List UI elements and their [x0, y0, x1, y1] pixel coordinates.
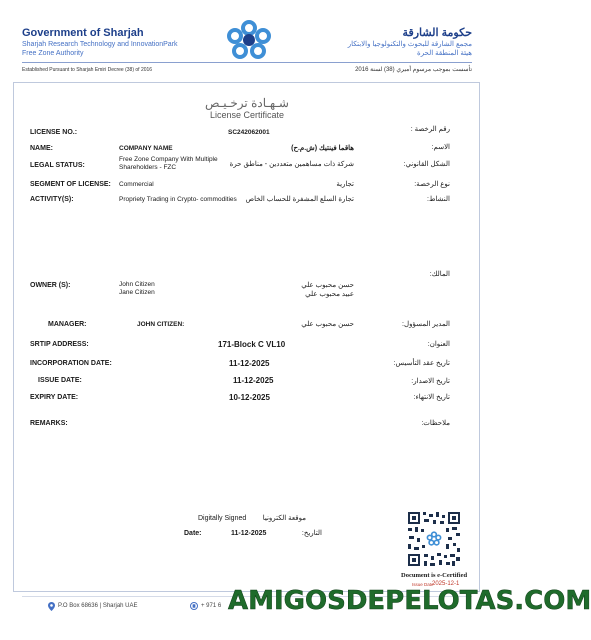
owner-2-ar: عبيد محبوب علي [305, 291, 354, 298]
owner-1-en: John Citizen [119, 281, 155, 288]
signature-date-label-ar: التاريخ: [301, 530, 322, 537]
owner-label: OWNER (S): [30, 282, 71, 289]
expiry-value: 10-12-2025 [229, 393, 270, 402]
qr-caption: Document is e-Certified [401, 572, 468, 579]
signature-date-label: Date: [184, 530, 202, 537]
header-en-subtitle [22, 40, 178, 58]
issue-label-ar: تاريخ الاصدار: [411, 378, 450, 385]
legal-status-label: LEGAL STATUS: [30, 162, 85, 169]
header-divider [22, 62, 472, 63]
phone-icon [190, 602, 198, 610]
activity-label: ACTIVITY(S): [30, 196, 74, 203]
legal-status-line2: Shareholders - FZC [119, 164, 177, 171]
incorporation-label-ar: تاريخ عقد التأسيس: [393, 360, 450, 367]
owner-values-ar [301, 281, 354, 299]
segment-label-ar: نوع الرخصة: [414, 181, 450, 188]
legal-status-label-ar: الشكل القانوني: [403, 161, 450, 168]
remarks-label: REMARKS: [30, 420, 68, 427]
name-value-en: COMPANY NAME [119, 145, 173, 152]
certificate-title-en: License Certificate [209, 110, 285, 120]
expiry-label: EXPIRY DATE: [30, 394, 79, 401]
header-ar-line2: هيئة المنطقة الحرة [417, 50, 472, 57]
activity-value-ar: تجارة السلع المشفرة للحساب الخاص [245, 196, 354, 203]
manager-value-en: JOHN CITIZEN: [137, 321, 185, 328]
location-pin-icon [48, 602, 55, 611]
signature-date-value: 11-12-2025 [231, 530, 267, 537]
issue-value: 11-12-2025 [233, 376, 274, 385]
digitally-signed-ar: موقعة الكترونيا [262, 515, 306, 522]
header-en-line1: Sharjah Research Technology and InnovationPark [22, 41, 178, 48]
name-label: NAME: [30, 145, 53, 152]
address-label: SRTIP ADDRESS: [30, 341, 89, 348]
header-ar-subtitle [272, 40, 472, 58]
footer-po-box: P.O Box 68636 | Sharjah UAE [58, 603, 138, 609]
header-en-title: Government of Sharjah [22, 27, 144, 39]
owner-values-en [119, 281, 155, 297]
header-ar-line1: مجمع الشارقة للبحوث والتكنولوجيا والابتكار [347, 41, 472, 48]
license-no-value: SC242062001 [228, 129, 270, 136]
qr-code-icon [406, 510, 462, 568]
manager-value-ar: حسن محبوب علي [301, 321, 354, 328]
license-no-label: LICENSE NO.: [30, 129, 78, 136]
srtip-logo-icon [222, 18, 276, 62]
address-label-ar: العنوان: [427, 341, 450, 348]
header-ar-title: حكومة الشارقة [402, 27, 472, 39]
name-value-ar: هاقما فينتيك (ش.م.ح) [291, 145, 354, 152]
watermark-text: AMIGOSDEPELOTAS.COM [228, 586, 591, 616]
owner-label-ar: المالك: [429, 271, 450, 278]
segment-value-ar: تجارية [336, 181, 354, 188]
segment-value-en: Commercial [119, 181, 154, 188]
footer-phone: + 971 6 [201, 603, 222, 609]
legal-status-value-ar: شركة ذات مساهمين متعددين - مناطق حرة [229, 161, 354, 168]
legal-status-value-en [119, 156, 218, 172]
qr-issue-value: 2025-12-1 [432, 581, 460, 587]
owner-1-ar: حسن محبوب علي [301, 282, 354, 289]
segment-label: SEGMENT OF LICENSE: [30, 181, 111, 188]
incorporation-value: 11-12-2025 [229, 359, 270, 368]
incorporation-label: INCORPORATION DATE: [30, 360, 112, 367]
issue-label: ISSUE DATE: [38, 377, 82, 384]
decree-ar: تأسست بموجب مرسوم أميري (38) لسنة 2016 [355, 67, 472, 73]
manager-label-ar: المدير المسؤول: [402, 321, 450, 328]
remarks-label-ar: ملاحظات: [421, 420, 450, 427]
activity-value-en: Propriety Trading in Crypto- commodities [119, 196, 237, 203]
header-en-line2: Free Zone Authority [22, 50, 84, 57]
certificate-title-ar: شـهـادة ترخـيـص [205, 96, 289, 110]
manager-label: MANAGER: [48, 321, 87, 328]
legal-status-line1: Free Zone Company With Multiple [119, 156, 218, 163]
expiry-label-ar: تاريخ الانتهاء: [413, 394, 450, 401]
owner-2-en: Jane Citizen [119, 289, 155, 296]
qr-issue-label: Issue Date [412, 582, 434, 587]
decree-en: Established Pursuant to Sharjah Emiri Decree (38) of 2016 [22, 67, 153, 73]
address-value: 171-Block C VL10 [218, 340, 286, 349]
license-no-label-ar: رقم الرخصة : [410, 126, 450, 133]
name-label-ar: الاسم: [431, 144, 450, 151]
activity-label-ar: النشاط: [427, 196, 450, 203]
digitally-signed-en: Digitally Signed [198, 515, 247, 522]
